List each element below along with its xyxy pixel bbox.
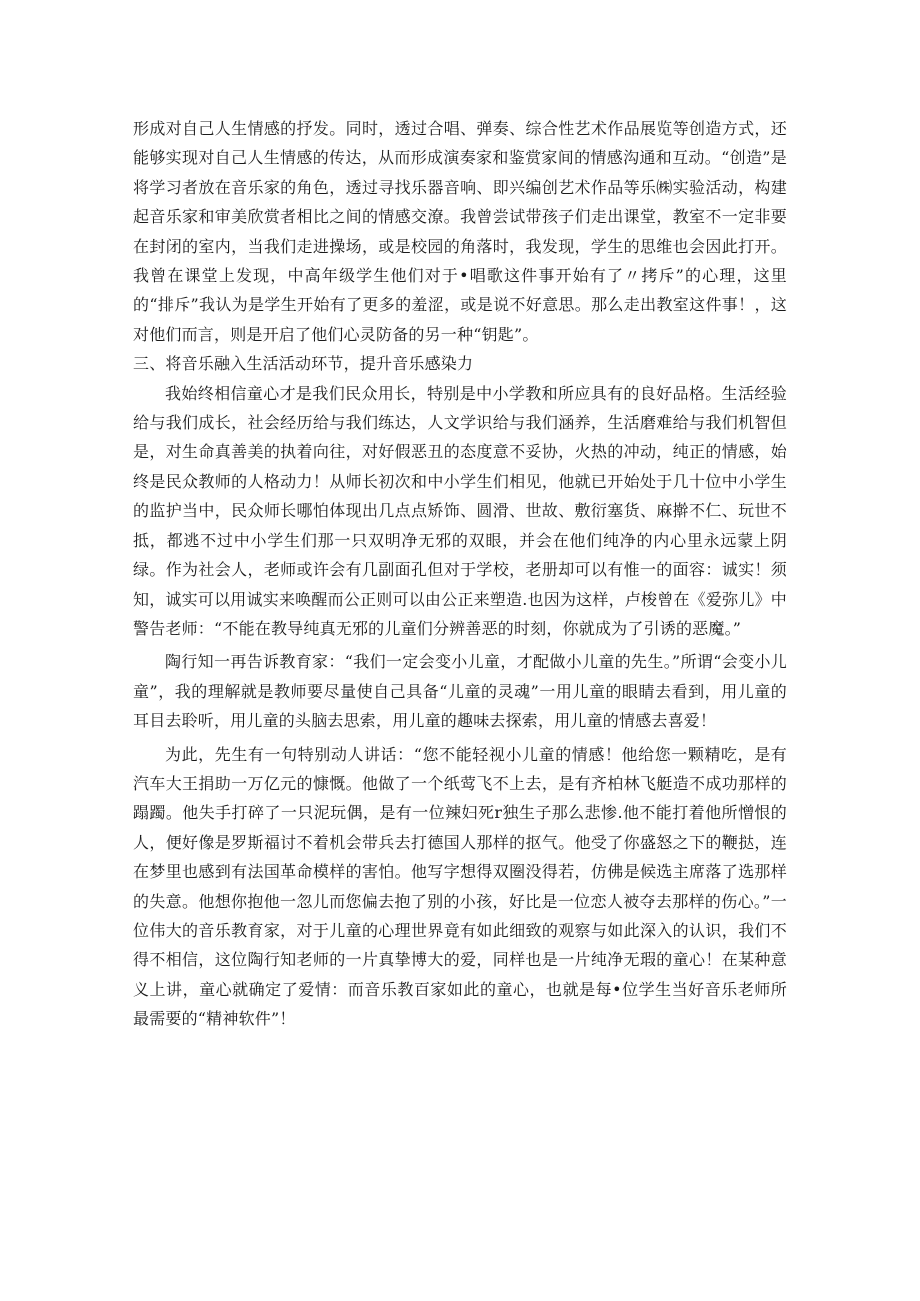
paragraph-creation-activities: 形成对自己人生情感的抒发。同时，透过合唱、弹奏、综合性艺术作品展览等创造方式，还能够实现对自己人生情感的传达，从而形成演奏家和鉴赏家间的情感沟通和互动。“创造”是将学习者放在音乐家的角色，透过寻找乐器音响、即兴编创艺术作品等乐㈱实验活动，构建起音乐家和审美欣赏者相比之间的情感交潦。我曾尝试带孩子们走出课堂，教室不一定非要在封闭的室内，当我们走进操场，或是校园的角落时，我发现，学生的思维也会因此打开。我曾在课堂上发现，中高年级学生他们对于•唱歌这件事开始有了〃拷斥”的心理，这里的“排斥”我认为是学生开始有了更多的羞涩，或是说不好意思。那么走出教室这件事！，这对他们而言，则是开启了他们心灵防备的另一种“钥匙”。 <box>133 119 787 344</box>
paragraph-childlike-heart: 我始终相信童心才是我们民众用长，特别是中小学教和所应具有的良好品格。生活经验给与我们成长，社会经历给与我们练达，人文学识给与我们涵养，生活磨难给与我们机智但是，对生命真善美的执着向往，对好假恶丑的态度意不妥协，火热的冲动，纯正的情感，始终是民众教师的人格动力！从师长初次和中小学生们相见，他就已开始处于几十位中小学生的监护当中，民众师长哪怕体现出几点点矫饰、圆滑、世故、敷衍塞货、麻擀不仁、玩世不抵，都逃不过中小学生们那一只双明净无邪的双眼，并会在他们纯净的内心里永远蒙上阴绿。作为社会人，老师或许会有几副面孔但对于学校，老册却可以有惟一的面容：诚实！须知，诚实可以用诚实来唤醒而公正则可以由公正来塑造.也因为这样，卢梭曾在《爱弥儿》中警告老师：“不能在教导纯真无邪的儿童们分辨善恶的时刻，你就成为了引诱的恶魔。” <box>133 383 787 638</box>
document-body <box>133 114 787 1034</box>
paragraph-teacher-quote: 为此，先生有一句特别动人讲话：“您不能轻视小儿童的情感！他给您一颗精吃，是有汽车大王捐助一万亿元的慷慨。他做了一个纸莺飞不上去，是有齐柏林飞艇造不成功那样的蹋躅。他失手打碎了一只泥玩偶，是有一位辣妇死r独生子那么悲惨.他不能打着他所憎恨的人，便好像是罗斯福讨不着机会带兵去打德国人那样的抠气。他受了你盛怒之下的鞭挞，连在梦里也感到有法国革命模样的害怕。他写字想得双圈没得若，仿佛是候选主席落了选那样的失意。他想你抱他一忽儿而您偏去抱了别的小孩，好比是一位恋人被夺去那样的伤心。”一位伟大的音乐教育家，对于儿童的心理世界竟有如此细致的观察与如此深入的认识，我们不得不相信，这位陶行知老师的一片真挚博大的爱，同样也是一片纯净无瑕的童心！在某种意义上讲，童心就确定了爱情：而音乐教百家如此的童心，也就是每•位学生当好音乐老师所最需要的“精神软件”！ <box>133 744 787 1029</box>
paragraph-tao-xingzhi: 陶行知一再告诉教育家：“我们一定会变小儿童，才配做小儿童的先生。”所谓“会变小儿童”，我的理解就是教师要尽量使自己具备“儿童的灵魂”一用儿童的眼睛去看到，用儿童的耳目去聆听，用儿童的头脑去思索，用儿童的趣味去探索，用儿童的情感去喜爱！ <box>133 652 787 731</box>
section-heading-3: 三、将音乐融入生活活动环节，提升音乐感染力 <box>133 354 474 374</box>
